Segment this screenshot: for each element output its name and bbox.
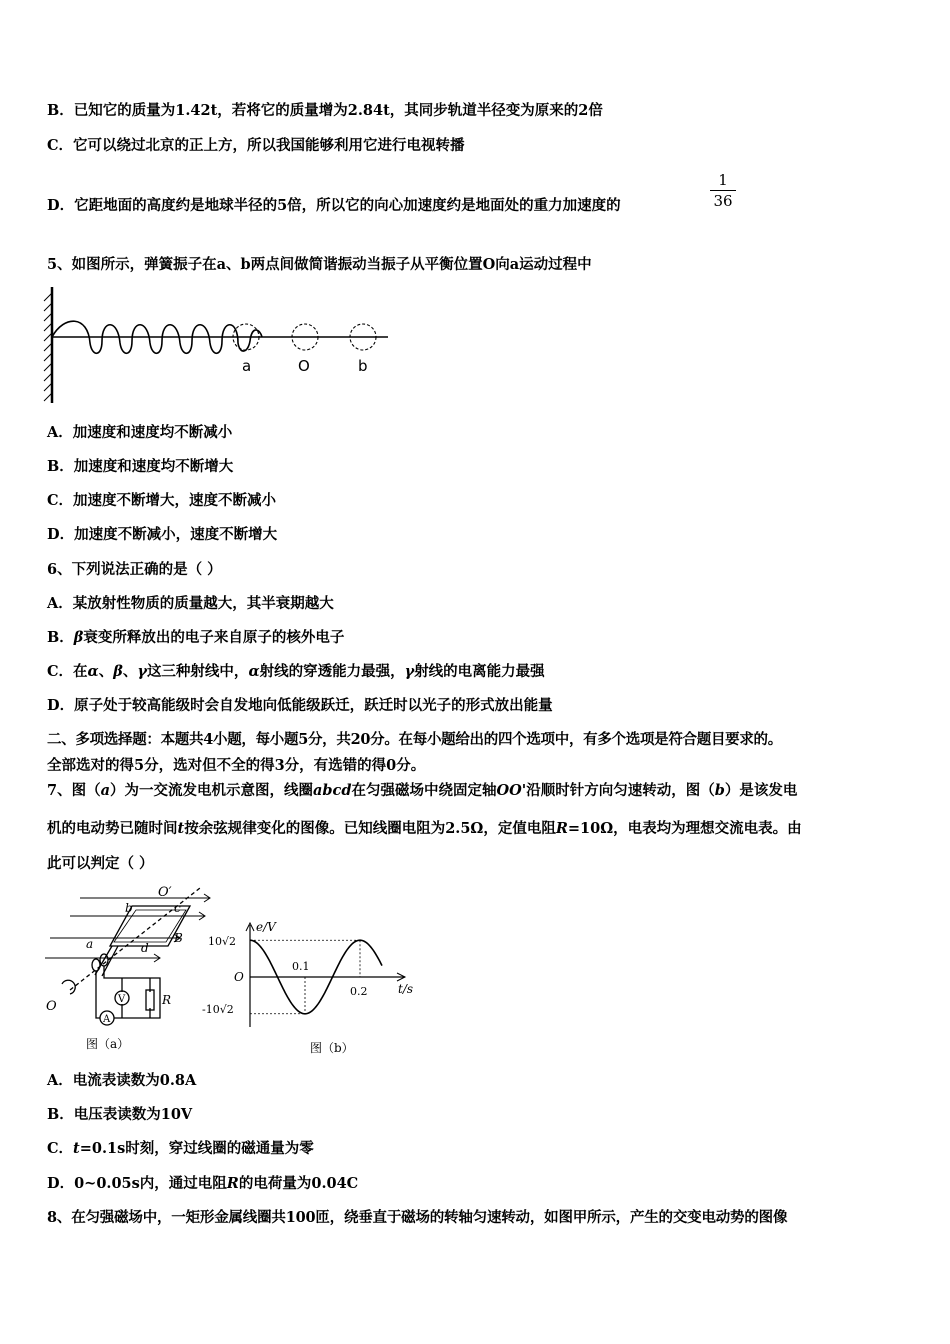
fraction-numerator: 1	[718, 171, 728, 189]
q8-stem: 8、在匀强磁场中，一矩形金属线圈共100匝，绕垂直于磁场的转轴匀速转动，如图甲所示，产生的交变电动势的图像	[47, 1209, 788, 1226]
q6-stem: 6、下列说法正确的是（ ）	[47, 561, 222, 578]
section2-heading-line2: 全部选对的得5分，选对但不全的得3分，有选错的得0分。	[47, 757, 426, 774]
label-field-b: B	[174, 931, 183, 945]
q7-stem-line2: 机的电动势已随时间t按余弦规律变化的图像。已知线圈电阻为2.5Ω，定值电阻R=10Ω，电表均为理想交流电表。由	[47, 820, 802, 837]
label-resistor-r: R	[162, 993, 172, 1007]
q5-option-a: A．加速度和速度均不断减小	[47, 424, 233, 441]
q6-option-d: D．原子处于较高能级时会自发地向低能级跃迁，跃迁时以光子的形式放出能量	[47, 697, 553, 714]
x-tick-0-2: 0.2	[350, 985, 368, 998]
q4-option-b: B．已知它的质量为1.42t，若将它的质量增为2.84t，其同步轨道半径变为原来的2倍	[47, 102, 603, 119]
q7-option-c: C．t=0.1s时刻，穿过线圈的磁通量为零	[47, 1140, 314, 1157]
q7-option-b: B．电压表读数为10V	[47, 1106, 193, 1123]
q5-option-c: C．加速度不断增大，速度不断减小	[47, 492, 277, 509]
label-coil-d: d	[141, 941, 149, 955]
spring-oscillator-figure	[40, 285, 400, 405]
caption-fig-a: 图（a）	[86, 1037, 130, 1051]
label-coil-b: b	[125, 901, 133, 915]
q5-option-b: B．加速度和速度均不断增大	[47, 458, 234, 475]
y-max-tick-label: 10√2	[208, 935, 237, 948]
y-min-tick-label: -10√2	[202, 1003, 234, 1016]
label-coil-a: a	[86, 937, 94, 951]
emf-time-chart	[200, 915, 420, 1060]
q7-option-a: A．电流表读数为0.8A	[47, 1072, 197, 1089]
label-b: b	[358, 357, 368, 375]
caption-fig-b: 图（b）	[310, 1041, 354, 1055]
q7-option-d: D．0~0.05s内，通过电阻R的电荷量为0.04C	[47, 1175, 359, 1192]
section2-heading-line1: 二、多项选择题：本题共4小题，每小题5分，共20分。在每小题给出的四个选项中，有多个选项是符合题目要求的。	[47, 731, 782, 748]
label-o: O	[298, 357, 310, 375]
fraction-1-36	[710, 171, 736, 210]
q6-option-c: C．在α、β、γ这三种射线中，α射线的穿透能力最强，γ射线的电离能力最强	[47, 663, 545, 680]
x-tick-0-1: 0.1	[292, 960, 310, 973]
voltmeter-icon: V	[118, 994, 126, 1005]
q6-option-a: A．某放射性物质的质量越大，其半衰期越大	[47, 595, 334, 612]
ammeter-icon: A	[103, 1014, 111, 1025]
q6-option-b: B．β衰变所释放出的电子来自原子的核外电子	[47, 629, 345, 646]
fraction-denominator: 36	[713, 192, 733, 210]
q4-option-d: D．它距地面的高度约是地球半径的5倍，所以它的向心加速度约是地面处的重力加速度的	[47, 197, 621, 214]
origin-label: O	[234, 970, 244, 984]
label-o-prime: O′	[158, 885, 172, 900]
label-a: a	[242, 357, 252, 375]
q7-stem-line3: 此可以判定（ ）	[47, 855, 154, 872]
q7-stem-line1: 7、图（a）为一交流发电机示意图，线圈abcd在匀强磁场中绕固定轴OO'沿顺时针方向匀速转动，图（b）是该发电	[47, 782, 798, 799]
label-coil-c: c	[174, 901, 181, 915]
x-axis-label: t/s	[398, 982, 414, 996]
q4-option-c: C．它可以绕过北京的正上方，所以我国能够利用它进行电视转播	[47, 137, 465, 154]
y-axis-label: e/V	[256, 920, 276, 934]
label-o: O	[46, 999, 57, 1014]
q5-option-d: D．加速度不断减小，速度不断增大	[47, 526, 278, 543]
q5-stem: 5、如图所示，弹簧振子在a、b两点间做简谐振动当振子从平衡位置O向a运动过程中	[47, 256, 592, 273]
generator-diagram	[40, 880, 220, 1060]
